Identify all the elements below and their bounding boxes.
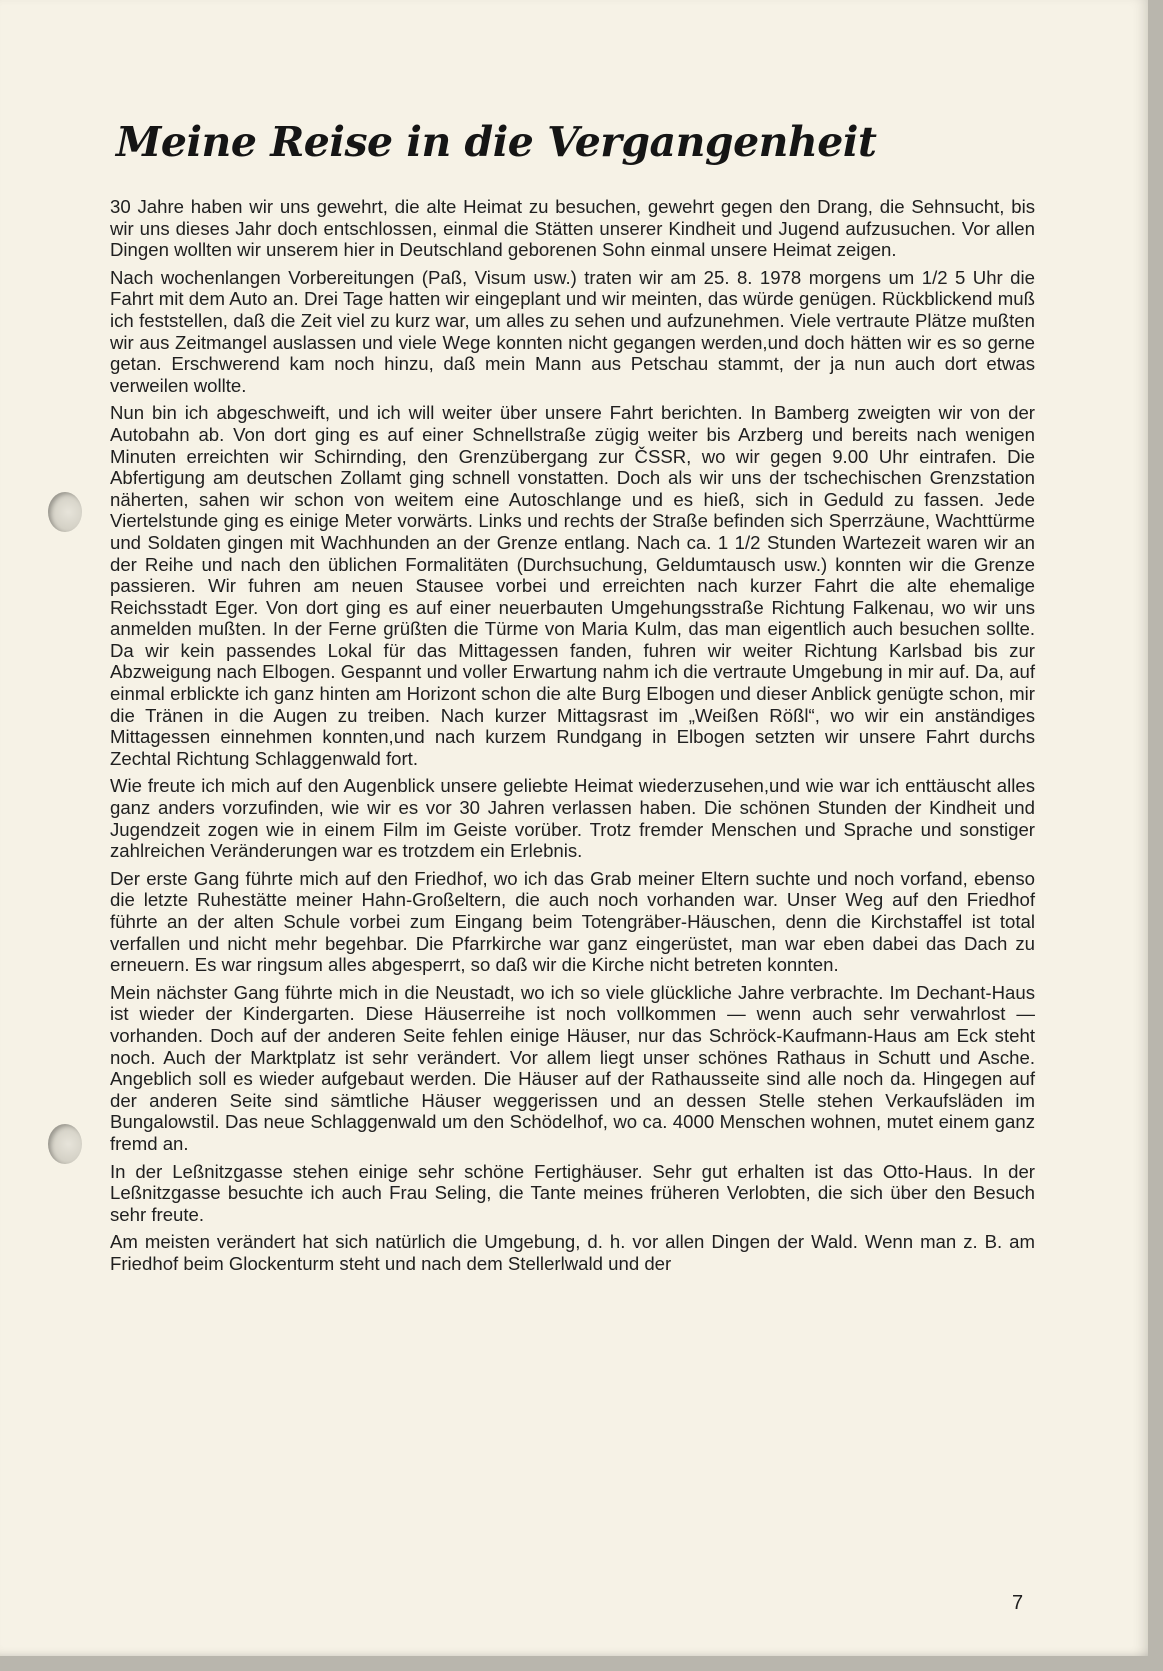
article-body (110, 196, 1035, 1281)
article-title: Meine Reise in die Vergangenheit (116, 118, 877, 166)
paragraph-1: 30 Jahre haben wir uns gewehrt, die alte Heimat zu besuchen, gewehrt gegen den Drang, die Sehnsucht, bis wir uns dieses Jahr doch entschlossen, einmal die Stätten unserer Kindheit und Jugend aufzusuchen. Vor allen Dingen wollten wir unserem hier in Deutschland geborenen Sohn einmal unsere Heimat zeigen. (110, 196, 1035, 261)
paragraph-3: Nun bin ich abgeschweift, und ich will weiter über unsere Fahrt berichten. In Bamberg zweigten wir von der Autobahn ab. Von dort ging es auf einer Schnellstraße zügig weiter bis Arzberg und bereits nach wenigen Minuten erreichten wir Schirnding, den Grenzübergang zur ČSSR, wo wir gegen 9.00 Uhr eintrafen. Die Abfertigung am deutschen Zollamt ging schnell vonstatten. Doch als wir uns der tschechischen Grenzstation näherten, sahen wir schon von weitem eine Autoschlange und es hieß, sich in Geduld zu fassen. Jede Viertelstunde ging es einige Meter vorwärts. Links und rechts der Straße befinden sich Sperrzäune, Wachttürme und Soldaten gingen mit Wachhunden an der Grenze entlang. Nach ca. 1 1/2 Stunden Wartezeit waren wir an der Reihe und nach den üblichen Formalitäten (Durchsuchung, Geldumtausch usw.) konnten wir die Grenze passieren. Wir fuhren am neuen Stausee vorbei und erreichten nach kurzer Fahrt die alte ehemalige Reichsstadt Eger. Von dort ging es auf einer neuerbauten Umgehungsstraße Richtung Falkenau, wo wir uns anmelden mußten. In der Ferne grüßten die Türme von Maria Kulm, das man eigentlich auch besuchen sollte. Da wir kein passendes Lokal für das Mittagessen fanden, fuhren wir weiter Richtung Karlsbad bis zur Abzweigung nach Elbogen. Gespannt und voller Erwartung nahm ich die vertraute Umgebung in mir auf. Da, auf einmal erblickte ich ganz hinten am Horizont schon die alte Burg Elbogen und dieser Anblick genügte schon, mir die Tränen in die Augen zu treiben. Nach kurzer Mittagsrast im „Weißen Rößl“, wo wir ein anständiges Mittagessen einnehmen konnten,und nach kurzem Rundgang in Elbogen setzten wir unsere Fahrt durchs Zechtal Richtung Schlaggenwald fort. (110, 402, 1035, 769)
paragraph-6: Mein nächster Gang führte mich in die Neustadt, wo ich so viele glückliche Jahre verbrachte. Im Dechant-Haus ist wieder der Kindergarten. Diese Häuserreihe ist noch vollkommen — wenn auch sehr verwahrlost — vorhanden. Doch auf der anderen Seite fehlen einige Häuser, nur das Schröck-Kaufmann-Haus am Eck steht noch. Auch der Marktplatz ist sehr verändert. Vor allem liegt unser schönes Rathaus in Schutt und Asche. Angeblich soll es wieder aufgebaut werden. Die Häuser auf der Rathausseite sind alle noch da. Hingegen auf der anderen Seite sind sämtliche Häuser weggerissen und an dessen Stelle stehen Verkaufsläden im Bungalowstil. Das neue Schlaggenwald um den Schödelhof, wo ca. 4000 Menschen wohnen, mutet einem ganz fremd an. (110, 981, 1035, 1154)
paragraph-5: Der erste Gang führte mich auf den Friedhof, wo ich das Grab meiner Eltern suchte und noch vorfand, ebenso die letzte Ruhestätte meiner Hahn-Großeltern, die auch noch vorhanden war. Unser Weg auf den Friedhof führte an der alten Schule vorbei zum Eingang beim Totengräber-Häuschen, denn die Kirchstaffel ist total verfallen und nicht mehr begehbar. Die Pfarrkirche war ganz eingerüstet, man war eben dabei das Dach zu erneuern. Es war ringsum alles abgesperrt, so daß wir die Kirche nicht betreten konnten. (110, 867, 1035, 976)
paragraph-2: Nach wochenlangen Vorbereitungen (Paß, Visum usw.) traten wir am 25. 8. 1978 morgens um 1/2 5 Uhr die Fahrt mit dem Auto an. Drei Tage hatten wir eingeplant und wir meinten, das würde genügen. Rückblickend muß ich feststellen, daß die Zeit viel zu kurz war, um alles zu sehen und aufzunehmen. Viele vertraute Plätze mußten wir aus Zeitmangel auslassen und viele Wege konnten nicht gegangen werden,und doch hätten wir es so gerne getan. Erschwerend kam noch hinzu, daß mein Mann aus Petschau stammt, der ja nun auch dort etwas verweilen wollte. (110, 266, 1035, 396)
punch-hole-top (48, 492, 82, 532)
page-number: 7 (1012, 1592, 1024, 1614)
paragraph-7: In der Leßnitzgasse stehen einige sehr schöne Fertighäuser. Sehr gut erhalten ist das Otto-Haus. In der Leßnitzgasse besuchte ich auch Frau Seling, die Tante meines früheren Verlobten, die sich über den Besuch sehr freute. (110, 1160, 1035, 1225)
punch-hole-bottom (48, 1124, 82, 1164)
paragraph-4: Wie freute ich mich auf den Augenblick unsere geliebte Heimat wiederzusehen,und wie war ich enttäuscht alles ganz anders vorzufinden, wie wir es vor 30 Jahren verlassen haben. Die schönen Stunden der Kindheit und Jugendzeit zogen wie in einem Film im Geiste vorüber. Trotz fremder Menschen und Sprache und sonstiger zahlreichen Veränderungen war es trotzdem ein Erlebnis. (110, 775, 1035, 862)
paragraph-8: Am meisten verändert hat sich natürlich die Umgebung, d. h. vor allen Dingen der Wald. Wenn man z. B. am Friedhof beim Glockenturm steht und nach dem Stellerlwald und der (110, 1231, 1035, 1274)
